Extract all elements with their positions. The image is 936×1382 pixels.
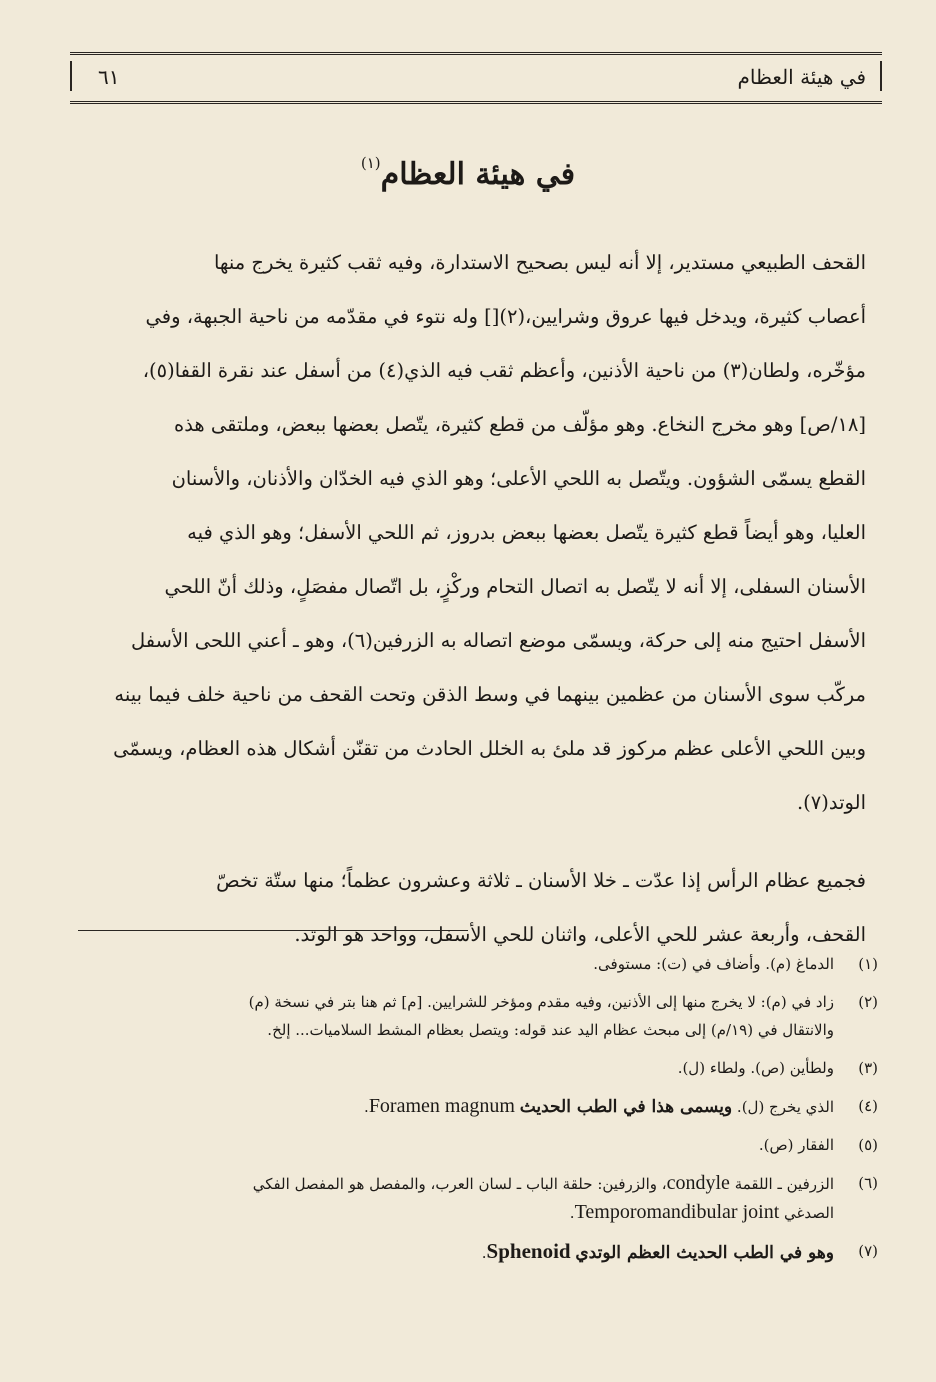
footnote-separator: [78, 930, 468, 931]
text-line: [١٨/ص] وهو مخرج النخاع. وهو مؤلّف من قطع كثيرة، يتّصل بعضها ببعض، وملتقى هذه: [173, 413, 866, 436]
footnote-end: .: [481, 1244, 487, 1262]
footnote-end: .: [364, 1098, 369, 1116]
footnote-text: زاد في (م): لا يخرج منها إلى الأذنين، وفيه مقدم ومؤخر للشرايين. [م] ثم هنا بتر في نسخة (م): [248, 993, 834, 1011]
footnotes: [78, 950, 878, 1277]
footnote-text: الفقار (ص).: [758, 1136, 834, 1154]
footnote-number: (٢): [858, 993, 878, 1011]
text-line: العليا، وهو أيضاً قطع كثيرة يتّصل بعضها ببعض بدروز، ثم اللحي الأسفل؛ وهو الذي فيه: [187, 521, 866, 544]
footnote-number: (٣): [858, 1059, 878, 1077]
text-line: أعصاب كثيرة، ويدخل فيها عروق وشرايين،(٢)[] وله نتوء في مقدّمه من ناحية الجبهة، وفي: [145, 305, 866, 328]
footnote-text: الذي يخرج (ل).: [736, 1098, 834, 1116]
footnote-text: الدماغ (م). وأضاف في (ت): مستوفى.: [593, 955, 834, 973]
footnote: [78, 1169, 878, 1227]
footnote-latin-term: condyle: [666, 1172, 730, 1194]
text-line: القحف، وأربعة عشر للحي الأعلى، واثنان للحي الأسفل، وواحد هو الوتد.: [294, 923, 866, 946]
footnote-text-continued: والانتقال في (١٩/م) إلى مبحث عظام اليد عند قوله: ويتصل بعظام المشط السلاميات... إلخ.: [267, 1021, 834, 1039]
footnote: [78, 988, 878, 1044]
footnote-number: (٦): [858, 1174, 878, 1192]
text-line: الوتد(٧).: [796, 791, 866, 814]
footnote-text-continued: الصدغي: [784, 1204, 834, 1222]
text-line: مركّب سوى الأسنان من عظمين بينهما في وسط الذقن وتحت القحف من ناحية خلف فيما بينه: [114, 683, 866, 706]
text-line: فجميع عظام الرأس إذا عدّت ـ خلا الأسنان ـ ثلاثة وعشرون عظماً؛ منها ستّة تخصّ: [216, 869, 866, 892]
footnote-end: .: [569, 1204, 575, 1222]
footnote: [78, 950, 878, 978]
footnote-text: الزرفين ـ اللقمة: [734, 1175, 834, 1193]
page-number: ٦١: [98, 65, 120, 89]
running-title: في هيئة العظام: [737, 65, 866, 89]
footnote-latin-term: Sphenoid: [486, 1239, 571, 1263]
footnote-text: ، والزرفين: حلقة الباب ـ لسان العرب، والمفصل هو المفصل الفكي: [252, 1175, 667, 1193]
footnote: [78, 1054, 878, 1082]
footnote: [78, 1131, 878, 1159]
footnote-bold-text: ويسمى هذا في الطب الحديث: [519, 1097, 733, 1117]
body-text: [78, 236, 866, 962]
footnote-number: (٧): [858, 1242, 878, 1260]
footnote-bold-text: وهو في الطب الحديث العظم الوتدي: [575, 1243, 834, 1263]
chapter-title: [0, 154, 936, 192]
footnote: [78, 1237, 878, 1267]
footnote-latin-term: Temporomandibular joint: [574, 1201, 780, 1223]
footnote-text: ولطأين (ص). ولطاء (ل).: [677, 1059, 834, 1077]
chapter-note-ref: (١): [360, 154, 381, 172]
footnote-number: (٤): [858, 1097, 878, 1115]
footnote-number: (١): [858, 955, 878, 973]
text-line: القطع يسمّى الشؤون. ويتّصل به اللحي الأعلى؛ وهو الذي فيه الخدّان والأذنان، والأسنان: [171, 467, 866, 490]
text-line: القحف الطبيعي مستدير، إلا أنه ليس بصحيح الاستدارة، وفيه ثقب كثيرة يخرج منها: [213, 251, 866, 274]
chapter-title-text: في هيئة العظام: [380, 157, 576, 192]
footnote: [78, 1092, 878, 1121]
footnote-latin-term: Foramen magnum: [368, 1095, 515, 1117]
footnote-number: (٥): [858, 1136, 878, 1154]
text-line: الأسنان السفلى، إلا أنه لا يتّصل به اتصال التحام وركْزٍ، بل اتّصال مفصَلٍ، وذلك أنّ اللحي: [164, 575, 866, 598]
page-header: [70, 52, 882, 104]
text-line: الأسفل احتيج منه إلى حركة، ويسمّى موضع اتصاله به الزرفين(٦)، وهو ـ أعني اللحى الأسفل: [131, 629, 866, 652]
text-line: مؤخّره، ولطان(٣) من ناحية الأذنين، وأعظم ثقب فيه الذي(٤) من أسفل عند نقرة القفا(٥)،: [142, 359, 866, 382]
text-line: وبين اللحي الأعلى عظم مركوز قد ملئ به الخلل الحادث من تقنّن أشكال هذه العظام، ويسمّى: [113, 737, 866, 760]
